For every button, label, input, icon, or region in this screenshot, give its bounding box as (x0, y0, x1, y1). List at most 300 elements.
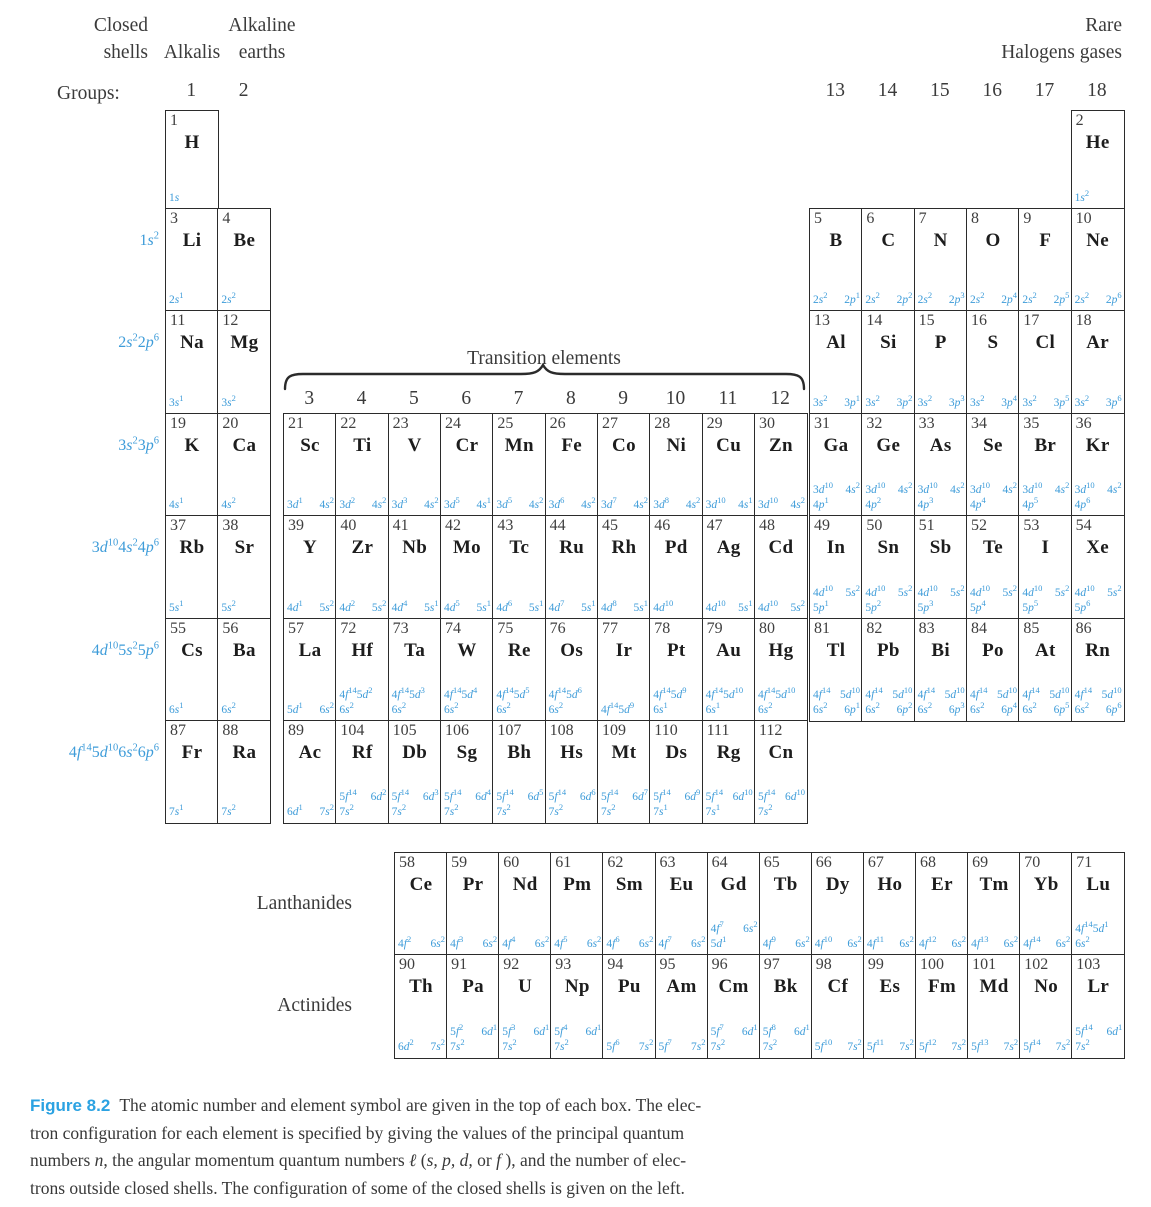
atomic-number: 16 (970, 312, 987, 329)
group-number-9: 9 (618, 388, 629, 409)
electron-config: $1s^2$ (1074, 188, 1090, 204)
element-symbol: Li (182, 230, 202, 251)
element-symbol: H (184, 132, 200, 153)
element-symbol: Ba (233, 640, 256, 661)
caption-text: The atomic number and element symbol are given in the top of each box. The elec- (119, 1095, 702, 1115)
element-box-Na (165, 310, 219, 415)
element-box-Br (1018, 413, 1072, 517)
atomic-number: 27 (601, 415, 618, 432)
element-symbol: Md (979, 976, 1009, 997)
caption-text: ℓ (409, 1150, 417, 1170)
electron-config: $5f^7$ $6d^1$ $7s^2$ (710, 1022, 758, 1053)
element-box-Y (283, 515, 337, 620)
element-box-Tm (967, 852, 1021, 956)
element-symbol: Lr (1087, 976, 1110, 997)
element-symbol: Ds (665, 742, 688, 763)
element-symbol: Es (879, 976, 901, 997)
element-symbol: Fr (181, 742, 203, 763)
element-box-Mg (217, 310, 271, 415)
element-box-Cr (440, 413, 494, 517)
atomic-number: 81 (814, 620, 830, 637)
atomic-number: 90 (399, 956, 415, 973)
element-box-Cf (811, 954, 865, 1059)
element-symbol: Hg (768, 640, 794, 661)
electron-config: $4f^5$ $6s^2$ (554, 934, 602, 950)
atomic-number: 31 (814, 415, 830, 432)
element-box-Cs (165, 618, 219, 722)
electron-config: $4f^{14}$ $6s^2$ (1023, 934, 1071, 950)
element-box-Rg (702, 720, 756, 824)
element-box-Rh (597, 515, 651, 620)
electron-config: $3d^3$ $4s^2$ (391, 495, 439, 511)
element-box-Fm (915, 954, 969, 1059)
electron-config: $4d^{10}$ $5s^1$ (705, 598, 753, 614)
element-box-Zn (754, 413, 808, 517)
element-symbol: Xe (1086, 537, 1110, 558)
electron-config: $4d^{10}$ $5s^2$ $5p^5$ (1022, 583, 1070, 614)
element-box-Eu (655, 852, 709, 956)
element-box-Se (966, 413, 1020, 517)
electron-config: $5f^{14}$ $6d^{10}$ $7s^2$ (757, 787, 805, 818)
group-number-16: 16 (982, 80, 1002, 101)
element-box-Cm (707, 954, 761, 1059)
electron-config: $5s^1$ (169, 598, 184, 614)
element-box-Ni (649, 413, 703, 517)
element-symbol: Ta (404, 640, 426, 661)
alkaline-line2: earths (238, 42, 286, 63)
atomic-number: 102 (1024, 956, 1049, 973)
caption-line-4 (30, 1175, 890, 1203)
electron-config: $5f^{11}$ $7s^2$ (866, 1037, 914, 1053)
element-symbol: Cd (768, 537, 794, 558)
element-box-P (914, 310, 968, 415)
atomic-number: 13 (814, 312, 830, 329)
element-symbol: P (934, 332, 947, 353)
element-box-Pm (550, 852, 604, 956)
electron-config: $4f^9$ $6s^2$ (762, 934, 810, 950)
element-symbol: Mn (504, 435, 534, 456)
element-box-Ra (217, 720, 271, 824)
atomic-number: 94 (607, 956, 624, 973)
element-box-Sm (602, 852, 656, 956)
atomic-number: 57 (288, 620, 304, 637)
electron-config: $4f^{14}$ $5d^{10}$ $6s^2$ $6p^5$ (1022, 685, 1070, 716)
element-box-H (165, 110, 219, 210)
atomic-number: 65 (763, 854, 780, 871)
atomic-number: 62 (607, 854, 624, 871)
element-symbol: Pd (664, 537, 688, 558)
element-box-Sb (914, 515, 968, 620)
electron-config: $5f^{12}$ $7s^2$ (919, 1037, 966, 1053)
atomic-number: 75 (497, 620, 514, 637)
electron-config: $6s^2$ (221, 700, 236, 716)
closed-shell-config-row7: $4f^{14}5d^{10}6s^26p^6$ (68, 742, 159, 761)
element-box-Pr (446, 852, 500, 956)
atomic-number: 2 (1075, 112, 1084, 129)
element-box-Mn (492, 413, 546, 517)
atomic-number: 73 (392, 620, 409, 637)
element-symbol: Cl (1035, 332, 1056, 353)
element-box-Bi (914, 618, 968, 722)
element-symbol: Ni (666, 435, 687, 456)
element-symbol: He (1085, 132, 1110, 153)
atomic-number: 11 (170, 312, 186, 329)
atomic-number: 38 (222, 517, 239, 534)
element-symbol: At (1034, 640, 1056, 661)
element-box-Fr (165, 720, 219, 824)
element-symbol: Pb (876, 640, 900, 661)
closed-shell-config-row6: $4d^{10}5s^25p^6$ (91, 640, 159, 659)
element-symbol: Bk (773, 976, 798, 997)
electron-config: $2s^2$ $2p^5$ (1022, 290, 1070, 306)
atomic-number: 1 (170, 112, 178, 129)
atomic-number: 86 (1075, 620, 1092, 637)
atomic-number: 67 (867, 854, 884, 871)
atomic-number: 42 (444, 517, 461, 534)
electron-config: $7s^1$ (169, 802, 184, 818)
atomic-number: 51 (918, 517, 935, 534)
electron-config: $5f^{13}$ $7s^2$ (971, 1037, 1019, 1053)
caption-text: tron configuration for each element is specified by giving the values of the principal quantum (30, 1122, 685, 1143)
element-symbol: Pt (667, 640, 686, 661)
electron-config: $4d^7$ $5s^1$ (548, 598, 596, 614)
element-box-Ba (217, 618, 271, 722)
element-symbol: Ru (559, 537, 585, 558)
atomic-number: 107 (497, 722, 522, 739)
electron-config: $2s^1$ (169, 290, 184, 306)
atomic-number: 108 (549, 722, 574, 739)
atomic-number: 45 (601, 517, 618, 534)
caption-text: s, p, d, (426, 1150, 473, 1170)
element-symbol: W (457, 640, 477, 661)
electron-config: $4d^{10}$ $5s^2$ $5p^4$ (969, 583, 1017, 614)
element-symbol: Bi (931, 640, 950, 661)
atomic-number: 111 (706, 722, 730, 739)
atomic-number: 49 (814, 517, 830, 534)
atomic-number: 8 (970, 210, 979, 227)
element-box-Sr (217, 515, 271, 620)
element-symbol: Ho (877, 874, 903, 895)
caption-text: ( (416, 1150, 427, 1170)
element-box-Pa (446, 954, 500, 1059)
element-symbol: Ra (232, 742, 257, 763)
electron-config: $4d^{10}$ $5s^2$ $5p^3$ (917, 583, 965, 614)
element-symbol: O (985, 230, 1001, 251)
atomic-number: 60 (503, 854, 520, 871)
atomic-number: 89 (288, 722, 304, 739)
element-box-Co (597, 413, 651, 517)
atomic-number: 103 (1076, 956, 1101, 973)
caption-text: numbers (30, 1150, 95, 1170)
electron-config: $4f^{10}$ $6s^2$ (814, 934, 862, 950)
closed-shells-line2: shells (103, 42, 148, 63)
atomic-number: 71 (1076, 854, 1093, 871)
element-box-Tc (492, 515, 546, 620)
atomic-number: 92 (503, 956, 520, 973)
electron-config: $4d^{10}$ $5s^2$ $5p^1$ (813, 583, 860, 614)
atomic-number: 76 (549, 620, 566, 637)
atomic-number: 6 (866, 210, 875, 227)
atomic-number: 36 (1075, 415, 1092, 432)
caption-text: n (94, 1150, 104, 1170)
electron-config: $3d^{10}$ $4s^2$ $4p^1$ (813, 480, 860, 511)
element-box-Xe (1071, 515, 1125, 620)
element-symbol: Sb (929, 537, 952, 558)
electron-config: $5d^1$ $6s^2$ (287, 700, 334, 716)
element-box-I (1018, 515, 1072, 620)
element-symbol: Cr (455, 435, 479, 456)
element-symbol: Np (564, 976, 590, 997)
atomic-number: 29 (706, 415, 723, 432)
electron-config: $5f^{10}$ $7s^2$ (814, 1037, 862, 1053)
element-symbol: Yb (1033, 874, 1059, 895)
atomic-number: 18 (1075, 312, 1092, 329)
atomic-number: 61 (555, 854, 572, 871)
caption-text: , the angular momentum quantum numbers (103, 1150, 410, 1170)
element-box-No (1019, 954, 1073, 1059)
element-symbol: Ne (1086, 230, 1110, 251)
element-box-Ac (283, 720, 337, 824)
element-symbol: Cu (716, 435, 742, 456)
element-box-Ge (861, 413, 915, 517)
element-symbol: C (881, 230, 896, 251)
element-box-Rn (1071, 618, 1125, 722)
atomic-number: 48 (758, 517, 775, 534)
element-symbol: Rn (1085, 640, 1111, 661)
atomic-number: 82 (866, 620, 883, 637)
lanthanides-label: Lanthanides (256, 893, 352, 914)
electron-config: $4f^{14}$ $5d^{10}$ $6s^2$ $6p^2$ (865, 685, 913, 716)
element-symbol: Tb (773, 874, 798, 895)
element-symbol: Mg (230, 332, 259, 353)
element-symbol: I (1041, 537, 1050, 558)
electron-config: $3d^{10}$ $4s^2$ $4p^6$ (1074, 480, 1122, 511)
element-symbol: Bh (507, 742, 532, 763)
electron-config: $3s^2$ $3p^6$ (1074, 393, 1122, 409)
closed-shell-config-row4: $3s^23p^6$ (118, 435, 159, 454)
element-symbol: Sc (300, 435, 320, 456)
electron-config: $4s^2$ (221, 495, 236, 511)
element-box-Tb (759, 852, 813, 956)
atomic-number: 37 (170, 517, 186, 534)
atomic-number: 19 (170, 415, 186, 432)
element-box-Db (388, 720, 442, 824)
atomic-number: 59 (451, 854, 468, 871)
element-symbol: Tl (826, 640, 846, 661)
electron-config: $3d^8$ $4s^2$ (653, 495, 701, 511)
electron-config: $3d^5$ $4s^1$ (443, 495, 491, 511)
atomic-number: 43 (497, 517, 514, 534)
element-symbol: Nb (402, 537, 428, 558)
atomic-number: 74 (444, 620, 461, 637)
element-symbol: Th (409, 976, 433, 997)
element-box-Lu (1071, 852, 1125, 956)
electron-config: $4f^{14}5d^2$ $6s^2$ (339, 685, 373, 716)
element-box-Ar (1071, 310, 1125, 415)
atomic-number: 64 (711, 854, 728, 871)
element-symbol: Br (1034, 435, 1057, 456)
electron-config: $3d^{10}$ $4s^2$ $4p^3$ (917, 480, 965, 511)
atomic-number: 46 (654, 517, 671, 534)
atomic-number: 105 (392, 722, 417, 739)
element-symbol: Cn (768, 742, 794, 763)
atomic-number: 4 (222, 210, 231, 227)
electron-config: $2s^2$ $2p^4$ (969, 290, 1017, 306)
element-box-Ne (1071, 208, 1125, 312)
atomic-number: 93 (555, 956, 572, 973)
element-box-Pu (602, 954, 656, 1059)
electron-config: $3d^1$ $4s^2$ (287, 495, 334, 511)
group-number-15: 15 (930, 80, 950, 101)
electron-config: $4f^{14}5d^1$ $6s^2$ (1075, 919, 1109, 950)
electron-config: $5f^{14}$ $7s^2$ (1023, 1037, 1071, 1053)
electron-config: $4d^5$ $5s^1$ (443, 598, 491, 614)
element-box-Cl (1018, 310, 1072, 415)
electron-config: $3d^{10}$ $4s^2$ $4p^2$ (865, 480, 913, 511)
element-symbol: Po (982, 640, 1004, 661)
element-symbol: V (407, 435, 422, 456)
element-box-Tl (809, 618, 863, 722)
element-symbol: Pa (462, 976, 484, 997)
electron-config: $2s^2$ $2p^3$ (917, 290, 965, 306)
electron-config: $4d^8$ $5s^1$ (600, 598, 648, 614)
groups-label: Groups: (57, 83, 120, 104)
element-box-Cn (754, 720, 808, 824)
element-symbol: La (298, 640, 322, 661)
element-symbol: Pr (462, 874, 484, 895)
electron-config: $3d^{10}$ $4s^2$ $4p^5$ (1022, 480, 1070, 511)
element-box-He (1071, 110, 1125, 210)
electron-config: $4f^{14}5d^5$ $6s^2$ (496, 685, 530, 716)
rare-gases-halogens-label (900, 12, 1122, 66)
element-box-S (966, 310, 1020, 415)
halogens-label: Halogens (1001, 42, 1075, 63)
atomic-number: 39 (288, 517, 304, 534)
element-symbol: Nd (512, 874, 538, 895)
electron-config: $4f^{14}5d^9$ $6s^1$ (653, 685, 687, 716)
atomic-number: 26 (549, 415, 566, 432)
group-number-13: 13 (825, 80, 845, 101)
element-symbol: Kr (1085, 435, 1110, 456)
atomic-number: 12 (222, 312, 239, 329)
atomic-number: 53 (1023, 517, 1040, 534)
element-symbol: Pu (618, 976, 641, 997)
electron-config: $3d^{10}$ $4s^2$ (757, 495, 805, 511)
element-box-U (498, 954, 552, 1059)
caption-text: or (472, 1150, 497, 1170)
atomic-number: 66 (815, 854, 832, 871)
alkaline-earths-label (217, 12, 307, 66)
element-box-Zr (335, 515, 389, 620)
element-symbol: Tc (509, 537, 530, 558)
element-symbol: Ca (232, 435, 257, 456)
element-box-Be (217, 208, 271, 312)
group-number-17: 17 (1034, 80, 1055, 101)
electron-config: $4d^{10}$ $5s^2$ $5p^6$ (1074, 583, 1122, 614)
atomic-number: 54 (1075, 517, 1092, 534)
atomic-number: 63 (659, 854, 676, 871)
element-symbol: Si (880, 332, 897, 353)
element-box-Os (545, 618, 599, 722)
group-number-14: 14 (877, 80, 898, 101)
element-symbol: Os (560, 640, 584, 661)
electron-config: $5f^{14}$ $6d^7$ $7s^2$ (600, 787, 648, 818)
electron-config: $3d^6$ $4s^2$ (548, 495, 596, 511)
electron-config: $5f^3$ $6d^1$ $7s^2$ (502, 1022, 550, 1053)
atomic-number: 34 (970, 415, 987, 432)
transition-elements-label: Transition elements (467, 348, 621, 369)
atomic-number: 3 (170, 210, 178, 227)
element-box-Pb (861, 618, 915, 722)
element-box-Gd (707, 852, 761, 956)
element-symbol: F (1039, 230, 1052, 251)
electron-config: $5f^6$ $7s^2$ (606, 1037, 654, 1053)
element-symbol: Cm (718, 976, 749, 997)
element-box-Fe (545, 413, 599, 517)
electron-config: $3s^2$ $3p^4$ (969, 393, 1017, 409)
element-box-At (1018, 618, 1072, 722)
atomic-number: 17 (1023, 312, 1040, 329)
element-symbol: Re (507, 640, 531, 661)
transition-brace (283, 363, 806, 391)
electron-config: $4f^{14}$ $5d^{10}$ $6s^2$ $6p^6$ (1074, 685, 1122, 716)
group-number-7: 7 (513, 388, 524, 409)
electron-config: $3d^2$ $4s^2$ (339, 495, 387, 511)
atomic-number: 5 (814, 210, 822, 227)
element-box-Lr (1071, 954, 1125, 1059)
element-symbol: Rf (352, 742, 373, 763)
atomic-number: 7 (918, 210, 927, 227)
atomic-number: 10 (1075, 210, 1092, 227)
electron-config: $6s^1$ (169, 700, 184, 716)
element-box-Ti (335, 413, 389, 517)
electron-config: $6d^2$ $7s^2$ (398, 1037, 445, 1053)
group-number-6: 6 (461, 388, 472, 409)
element-box-Nd (498, 852, 552, 956)
element-symbol: Ag (716, 537, 741, 558)
atomic-number: 40 (340, 517, 357, 534)
electron-config: $5f^{14}$ $6d^9$ $7s^1$ (653, 787, 701, 818)
electron-config: $4f^7$ $6s^2$ $5d^1$ (710, 919, 758, 950)
atomic-number: 96 (711, 956, 728, 973)
electron-config: $5f^{14}$ $6d^4$ $7s^2$ (443, 787, 491, 818)
atomic-number: 104 (340, 722, 365, 739)
atomic-number: 77 (601, 620, 618, 637)
caption-line-2 (30, 1120, 890, 1148)
group-number-18: 18 (1087, 80, 1107, 101)
element-box-Md (967, 954, 1021, 1059)
element-symbol: Y (302, 537, 318, 558)
atomic-number: 56 (222, 620, 239, 637)
electron-config: 1s (169, 192, 180, 204)
electron-config: $6d^1$ $7s^2$ (287, 802, 334, 818)
atomic-number: 91 (451, 956, 468, 973)
electron-config: $5f^{14}$ $6d^6$ $7s^2$ (548, 787, 596, 818)
electron-config: $4f^{14}$ $5d^{10}$ $6s^2$ $6p^3$ (917, 685, 965, 716)
closed-shell-config-row2: $1s^2$ (139, 230, 159, 249)
atomic-number: 44 (549, 517, 566, 534)
electron-config: $4f^{14}5d^{10}$ $6s^1$ (705, 685, 744, 716)
element-box-Yb (1019, 852, 1073, 956)
electron-config: $2s^2$ (221, 290, 236, 306)
element-symbol: Sn (877, 537, 900, 558)
element-box-Pt (649, 618, 703, 722)
group-number-4: 4 (356, 388, 367, 409)
atomic-number: 99 (867, 956, 884, 973)
electron-config: $3s^1$ (169, 393, 184, 409)
element-symbol: Cf (827, 976, 849, 997)
element-box-Es (863, 954, 917, 1059)
